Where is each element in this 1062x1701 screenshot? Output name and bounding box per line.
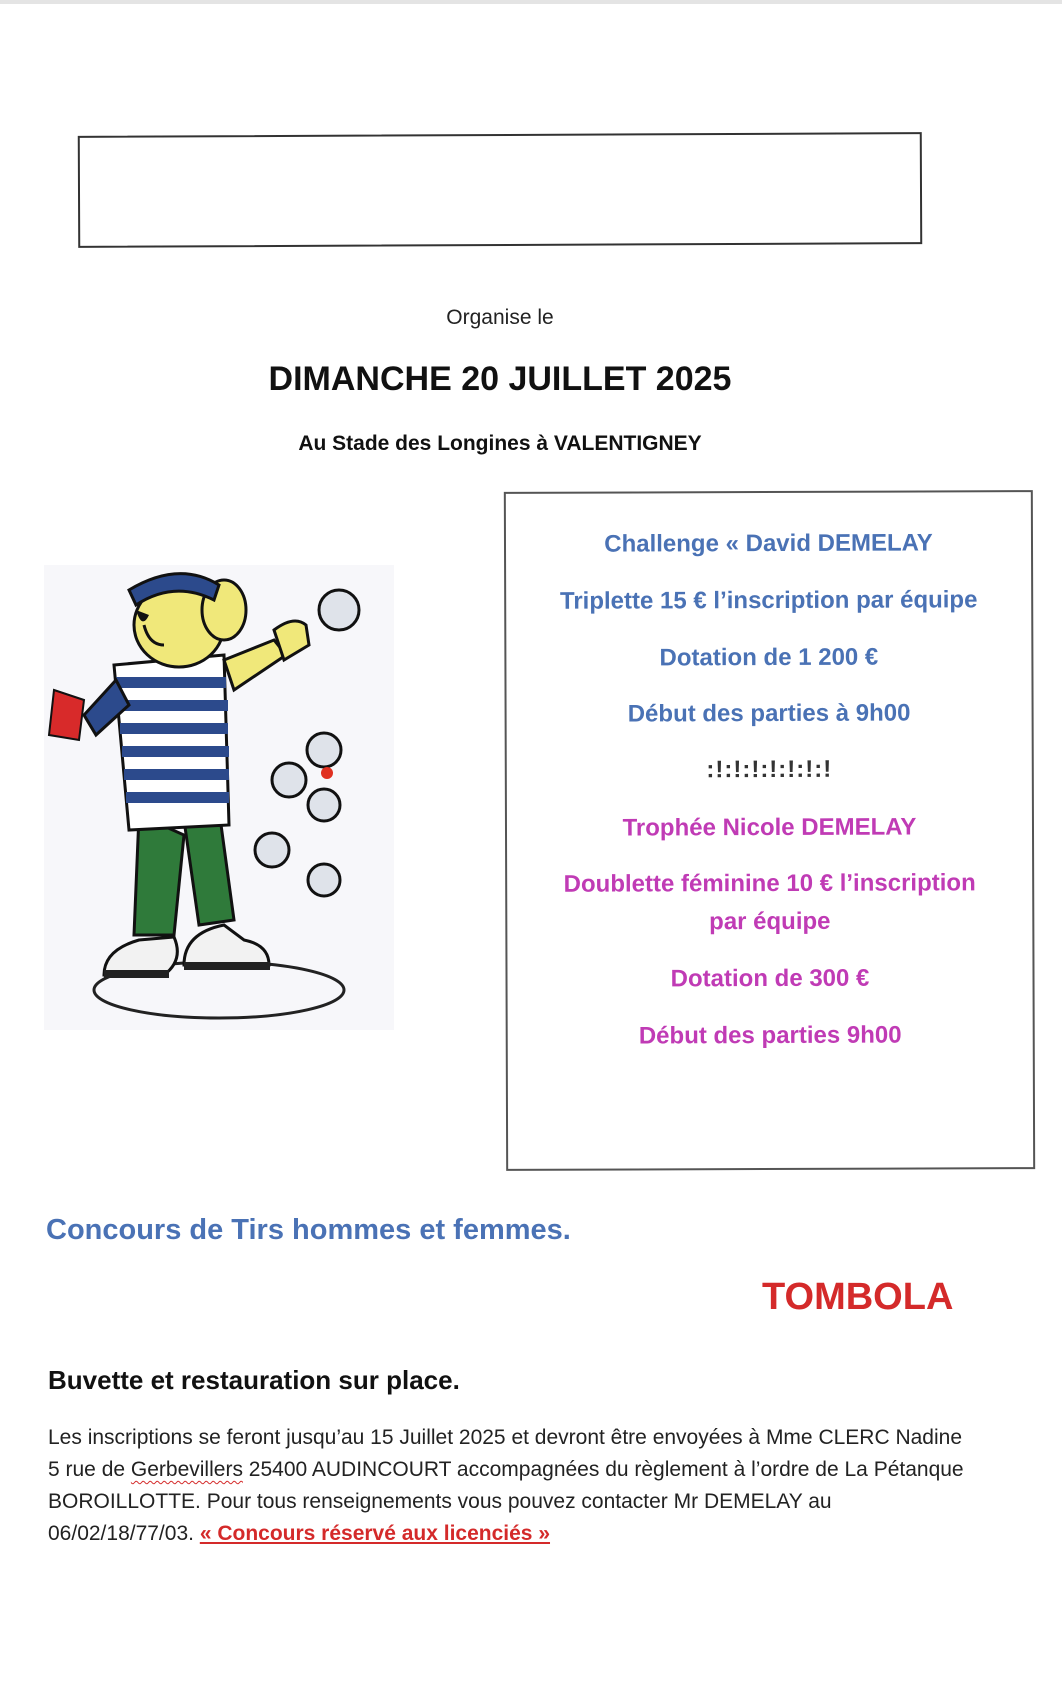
street-name: Gerbevillers xyxy=(130,1458,243,1481)
competition-info-box xyxy=(504,490,1035,1171)
refreshments-heading: Buvette et restauration sur place. xyxy=(48,1365,460,1395)
separator: :!:!:!:!:!:!:! xyxy=(706,755,833,784)
challenge-start-time: Début des parties à 9h00 xyxy=(627,699,911,728)
top-border xyxy=(0,0,1062,4)
event-venue: Au Stade des Longines à VALENTIGNEY xyxy=(298,432,702,455)
paragraph-text-1: Les inscriptions se feront jusqu’au 15 Juillet 2025 et devront être envoyées à Mme CLERC Nadine 5 rue de xyxy=(48,1426,963,1481)
trophee-prize: Dotation de 300 € xyxy=(670,964,870,993)
trophee-title: Trophée Nicole DEMELAY xyxy=(622,813,917,842)
petanque-player-illustration xyxy=(44,565,394,1030)
challenge-prize: Dotation de 1 200 € xyxy=(659,643,879,672)
registration-paragraph xyxy=(48,1422,968,1550)
logo-placeholder-box xyxy=(78,132,922,248)
trophee-start-time: Début des parties 9h00 xyxy=(638,1021,902,1050)
paragraph-text-2: 25400 AUDINCOURT accompagnées du règlement à l’ordre de La Pétanque BOROILLOTTE. Pour tous renseignements vous pouvez contacter Mr DEMELAY au 06/02/18/77/03. xyxy=(48,1458,964,1545)
licensed-only-notice: « Concours réservé aux licenciés » xyxy=(199,1522,551,1545)
triplette-fee: Triplette 15 € l’inscription par équipe xyxy=(559,586,978,615)
event-date: DIMANCHE 20 JUILLET 2025 xyxy=(268,360,732,398)
doublette-fee: Doublette féminine 10 € l’inscription xyxy=(563,869,976,898)
tombola-heading: TOMBOLA xyxy=(762,1276,954,1318)
shooting-contest-heading: Concours de Tirs hommes et femmes. xyxy=(46,1214,571,1246)
challenge-title: Challenge « David DEMELAY xyxy=(604,529,933,558)
organise-label: Organise le xyxy=(446,306,554,329)
doublette-fee-cont: par équipe xyxy=(709,907,831,936)
